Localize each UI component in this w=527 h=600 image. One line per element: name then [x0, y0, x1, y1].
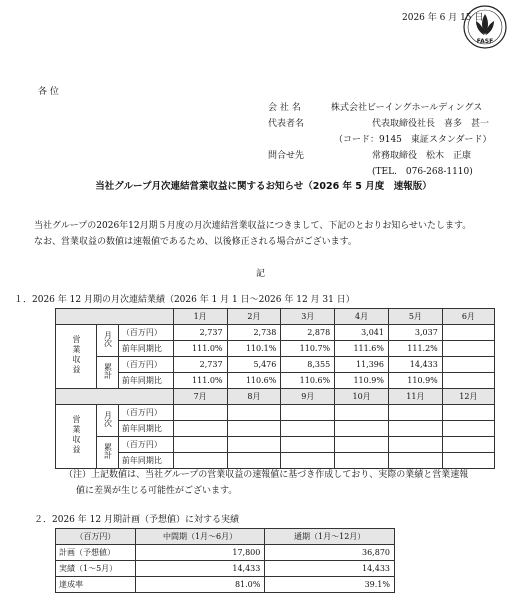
plan-half-value: 14,433 [135, 561, 265, 577]
cumulative-yoy: 110.6% [281, 373, 335, 389]
monthly-yoy: 110.1% [227, 341, 281, 357]
monthly-yoy: 111.2% [388, 341, 442, 357]
yoy-label: 前年同期比 [118, 453, 173, 469]
cumulative-row-label: 累計 [97, 357, 119, 389]
empty-cell [227, 421, 281, 437]
month-header: 6月 [442, 309, 494, 325]
empty-cell [442, 437, 494, 453]
empty-cell [227, 437, 281, 453]
empty-cell [442, 405, 494, 421]
monthly-value: 3,037 [388, 325, 442, 341]
month-header: 3月 [281, 309, 335, 325]
plan-header-half: 中間期（1月～6月） [135, 529, 265, 545]
monthly-row-label: 月次 [97, 325, 119, 357]
monthly-value [442, 325, 494, 341]
cumulative-row-label: 累計 [97, 437, 119, 469]
body-paragraph-2: なお、営業収益の数値は速報値であるため、以後修正される場合がございます。 [34, 237, 357, 247]
cumulative-value: 8,355 [281, 357, 335, 373]
stock-code: （コード：9145 東証スタンダード） [334, 135, 492, 145]
company-label: 会 社 名 [268, 103, 301, 113]
note-line-2: 値に差異が生じる可能性がございます。 [76, 486, 238, 496]
month-header: 1月 [173, 309, 227, 325]
plan-full-value: 36,870 [265, 545, 395, 561]
plan-header-full: 通期（1月～12月） [265, 529, 395, 545]
plan-row-label: 実績（1～5月） [56, 561, 136, 577]
cumulative-value: 2,737 [173, 357, 227, 373]
plan-header-unit: （百万円） [56, 529, 136, 545]
cumulative-value [442, 357, 494, 373]
empty-cell [173, 437, 227, 453]
month-header: 5月 [388, 309, 442, 325]
month-header: 2月 [227, 309, 281, 325]
corner-cell [56, 309, 174, 325]
plan-half-value: 17,800 [135, 545, 265, 561]
monthly-value: 2,878 [281, 325, 335, 341]
empty-cell [335, 437, 389, 453]
unit-label: （百万円） [118, 325, 173, 341]
empty-cell [335, 421, 389, 437]
body-paragraph-1: 当社グループの2026年12月期５月度の月次連結営業収益につきまして、下記のとおりお知らせいたします。 [34, 221, 472, 231]
empty-cell [281, 437, 335, 453]
representative-label: 代表者名 [268, 119, 305, 129]
plan-full-value: 14,433 [265, 561, 395, 577]
monthly-yoy: 111.0% [173, 341, 227, 357]
cumulative-value: 14,433 [388, 357, 442, 373]
empty-cell [388, 405, 442, 421]
unit-label: （百万円） [118, 405, 173, 421]
month-header: 9月 [281, 389, 335, 405]
monthly-value: 3,041 [335, 325, 389, 341]
monthly-yoy [442, 341, 494, 357]
company-name: 株式会社ビーイングホールディングス [331, 103, 483, 113]
corner-cell [56, 389, 174, 405]
cumulative-yoy: 110.6% [227, 373, 281, 389]
empty-cell [388, 421, 442, 437]
monthly-results-table [55, 308, 495, 469]
month-header: 4月 [335, 309, 389, 325]
cumulative-value: 11,396 [335, 357, 389, 373]
contact-label: 問合せ先 [268, 151, 305, 161]
cumulative-yoy: 111.0% [173, 373, 227, 389]
empty-cell [173, 405, 227, 421]
empty-cell [281, 421, 335, 437]
monthly-yoy: 110.7% [281, 341, 335, 357]
yoy-label: 前年同期比 [118, 373, 173, 389]
yoy-label: 前年同期比 [118, 421, 173, 437]
section-2-heading: ２．2026 年 12 月期計画（予想値）に対する実績 [34, 515, 239, 525]
month-header: 7月 [173, 389, 227, 405]
empty-cell [281, 405, 335, 421]
month-header: 10月 [335, 389, 389, 405]
logo-text: FASF [476, 38, 494, 45]
representative-name: 代表取締役社長 喜多 甚一 [372, 119, 490, 129]
monthly-row-label: 月次 [97, 405, 119, 437]
empty-cell [388, 437, 442, 453]
ki-heading: 記 [256, 269, 266, 279]
yoy-label: 前年同期比 [118, 341, 173, 357]
month-header: 12月 [442, 389, 494, 405]
document-title: 当社グループ月次連結営業収益に関するお知らせ（2026 年 5 月度 速報版） [95, 181, 432, 192]
cumulative-yoy [442, 373, 494, 389]
cumulative-yoy: 110.9% [335, 373, 389, 389]
contact-tel: (TEL. 076-268-1110) [372, 167, 473, 177]
cumulative-value: 5,476 [227, 357, 281, 373]
unit-label: （百万円） [118, 357, 173, 373]
monthly-value: 2,738 [227, 325, 281, 341]
revenue-group-label: 営業収益 [56, 405, 97, 469]
empty-cell [227, 405, 281, 421]
empty-cell [335, 405, 389, 421]
revenue-group-label: 営業収益 [56, 325, 97, 389]
plan-row-label: 達成率 [56, 577, 136, 593]
empty-cell [442, 421, 494, 437]
note-line-1: （注）上記数値は、当社グループの営業収益の速報値に基づき作成しており、実際の業績と営業速報 [64, 470, 469, 480]
addressee: 各 位 [38, 87, 59, 97]
cumulative-yoy: 110.9% [388, 373, 442, 389]
section-1-heading: １．2026 年 12 月期の月次連結業績（2026 年 1 月 1 日～2026 年 12 月 31 日） [14, 295, 355, 305]
plan-half-value: 81.0% [135, 577, 265, 593]
unit-label: （百万円） [118, 437, 173, 453]
monthly-yoy: 111.6% [335, 341, 389, 357]
monthly-value: 2,737 [173, 325, 227, 341]
plan-full-value: 39.1% [265, 577, 395, 593]
month-header: 8月 [227, 389, 281, 405]
plan-row-label: 計画（予想値） [56, 545, 136, 561]
document-date: 2026 年 6 月 15 日 [402, 13, 484, 23]
empty-cell [173, 421, 227, 437]
month-header: 11月 [388, 389, 442, 405]
plan-vs-actual-table [55, 528, 395, 593]
contact-name: 常務取締役 松木 正康 [372, 151, 472, 161]
